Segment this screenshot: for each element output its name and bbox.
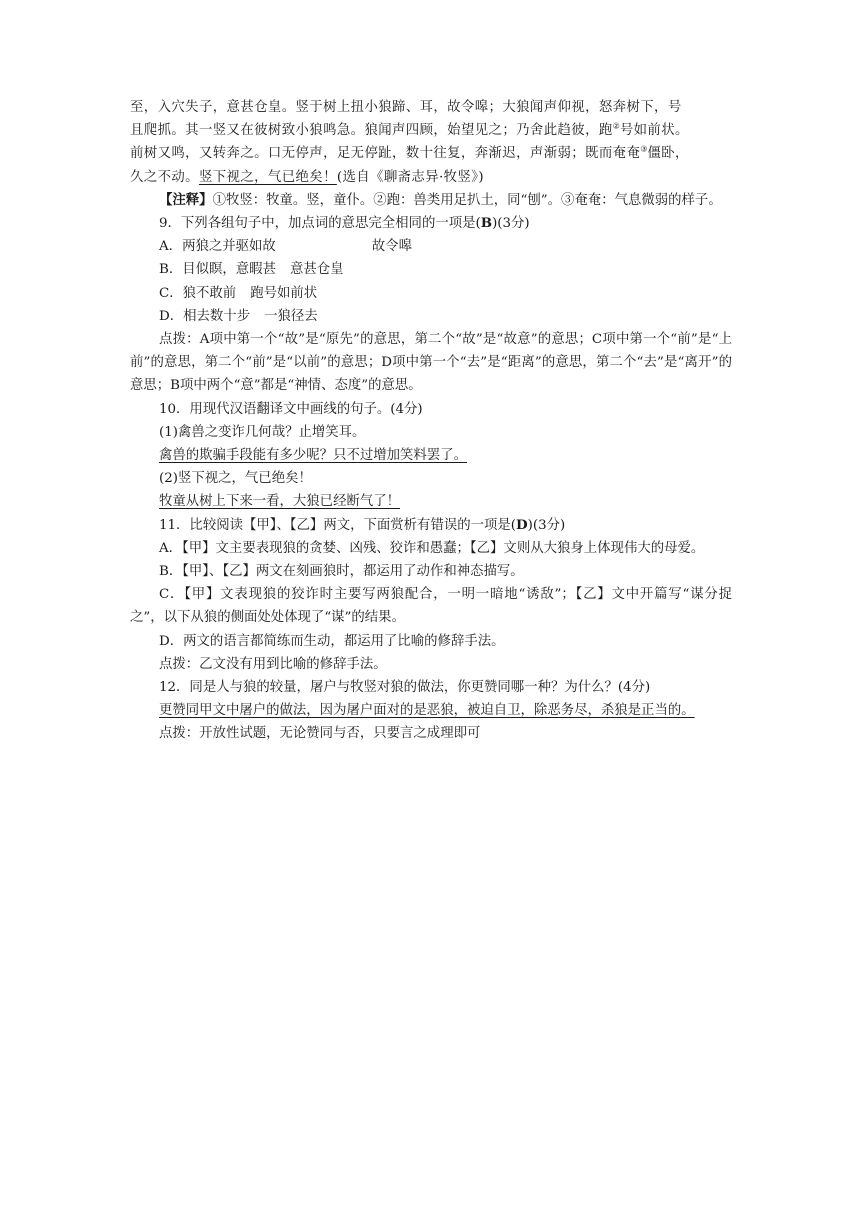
- underlined-sentence: 竖下视之，气已绝矣！: [198, 169, 337, 185]
- question-9-option-c: C．狼不敢前 跑号如前状: [159, 285, 318, 301]
- question-11-tip: 点拨：乙文没有用到比喻的修辞手法。: [159, 656, 387, 672]
- question-9-option-d: D．相去数十步 一狼径去: [159, 308, 318, 324]
- question-12-stem: 12．同是人与狼的较量，屠户与牧竖对狼的做法，你更赞同哪一种？为什么？(4分): [159, 680, 651, 696]
- question-10-stem: 10．用现代汉语翻译文中画线的句子。(4分): [159, 401, 423, 417]
- question-12-answer: 更赞同甲文中屠户的做法，因为屠户面对的是恶狼，被迫自卫，除恶务尽，杀狼是正当的。: [159, 703, 695, 719]
- question-11-option-b: B．【甲】、【乙】两文在刻画狼时，都运用了动作和神态描写。: [159, 564, 524, 580]
- document-page: [130, 96, 732, 746]
- question-11-option-c: C．【甲】文表现狼的狡诈时主要写两狼配合，一明一暗地“诱敌”；【乙】文中开篇写“谋分捉之”，以下从狼的侧面处处体现了“谋”的结果。: [130, 587, 732, 626]
- passage-line-1: 至，入穴失子，意甚仓皇。竖于树上扭小狼蹄、耳，故令嗥；大狼闻声仰视，怒奔树下，号: [130, 100, 682, 115]
- footnote-mark-3: ③: [640, 144, 648, 154]
- question-11-stem: 11．比较阅读【甲】、【乙】两文，下面赏析有错误的一项是(D)(3分): [159, 516, 566, 533]
- question-11-answer: D: [516, 516, 528, 533]
- annotation-label: 【注释】: [159, 191, 213, 208]
- question-9-answer: B: [480, 215, 493, 232]
- question-12-tip: 点拨：开放性试题，无论赞同与否，只要言之成理即可: [159, 726, 481, 742]
- question-11-option-a: A．【甲】文主要表现狼的贪婪、凶残、狡诈和愚蠢；【乙】文则从大狼身上体现伟大的母爱。: [159, 540, 705, 556]
- question-10-sentence-1: (1)禽兽之变诈几何哉？止增笑耳。: [159, 424, 366, 440]
- passage-line-3: 前树又鸣，又转奔之。口无停声，足无停趾，数十往复，奔渐迟，声渐弱；既而奄奄③僵卧，: [130, 144, 689, 162]
- question-9-tip: 点拨：A项中第一个“故”是“原先”的意思，第二个“故”是“故意”的意思；C项中第一个“前”是“上前”的意思，第二个“前”是“以前”的意思；D项中第一个“去”是“距离”的意思，第二个“去”是“离开”的意思；B项中两个“意”都是“神情、态度”的意思。: [130, 332, 732, 394]
- question-9-option-b: B．目似瞑，意暇甚 意甚仓皇: [159, 262, 344, 278]
- question-10-answer-1: 禽兽的欺骗手段能有多少呢？只不过增加笑料罢了。: [159, 448, 467, 464]
- passage-line-2: 且爬抓。其一竖又在彼树致小狼鸣急。狼闻声四顾，始望见之；乃舍此趋彼，跑②号如前状。: [130, 121, 689, 139]
- passage-line-4: 久之不动。竖下视之，气已绝矣！(选自《聊斋志异·牧竖》): [130, 169, 484, 185]
- question-9-stem: 9．下列各组句子中，加点词的意思完全相同的一项是(B)(3分): [159, 215, 530, 232]
- question-9-option-a: A．两狼之并驱如故 故令嗥: [159, 239, 412, 255]
- annotation: 【注释】①牧竖：牧童。竖，童仆。②跑：兽类用足扒土，同“刨”。③奄奄：气息微弱的样子。: [159, 191, 722, 208]
- question-11-option-d: D．两文的语言都简练而生动，都运用了比喻的修辞手法。: [159, 633, 505, 649]
- question-10-sentence-2: (2)竖下视之，气已绝矣！: [159, 471, 312, 487]
- footnote-mark-2: ②: [612, 121, 620, 131]
- question-10-answer-2: 牧童从树上下来一看，大狼已经断气了！: [159, 494, 401, 510]
